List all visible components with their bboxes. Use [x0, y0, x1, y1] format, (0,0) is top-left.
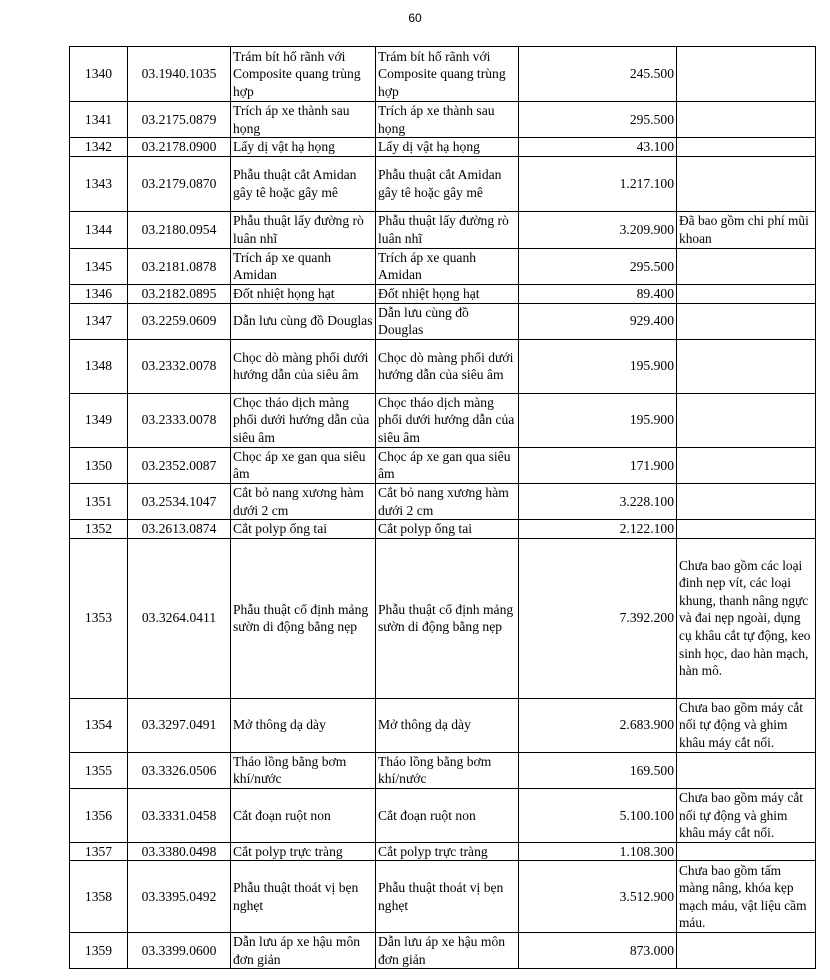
service-name-approved-cell: Đốt nhiệt họng hạt	[376, 284, 519, 303]
service-name-approved-cell: Chọc áp xe gan qua siêu âm	[376, 447, 519, 483]
service-name-approved-cell: Phẫu thuật cắt Amidan gây tê hoặc gây mê	[376, 156, 519, 211]
note-cell	[677, 447, 816, 483]
price-cell: 295.500	[519, 102, 677, 138]
table-body	[70, 47, 816, 969]
service-name-cell: Chọc tháo dịch màng phổi dưới hướng dẫn của siêu âm	[231, 393, 376, 447]
row-number-cell: 1343	[70, 156, 128, 211]
service-name-cell: Trích áp xe quanh Amidan	[231, 248, 376, 284]
service-name-approved-cell: Chọc dò màng phổi dưới hướng dẫn của siêu âm	[376, 339, 519, 393]
table-row	[70, 393, 816, 447]
row-number-cell: 1350	[70, 447, 128, 483]
service-name-approved-cell: Dẫn lưu cùng đồ Douglas	[376, 303, 519, 339]
row-number-cell: 1348	[70, 339, 128, 393]
table-row	[70, 538, 816, 698]
table-row	[70, 483, 816, 519]
service-name-cell: Cắt polyp trực tràng	[231, 842, 376, 861]
service-code-cell: 03.2259.0609	[128, 303, 231, 339]
price-cell: 3.209.900	[519, 211, 677, 248]
service-name-cell: Mở thông dạ dày	[231, 698, 376, 752]
service-name-approved-cell: Phẫu thuật thoát vị bẹn nghẹt	[376, 861, 519, 933]
note-cell	[677, 248, 816, 284]
service-name-approved-cell: Cắt polyp ống tai	[376, 520, 519, 539]
table-row	[70, 339, 816, 393]
price-cell: 171.900	[519, 447, 677, 483]
service-name-approved-cell: Cắt polyp trực tràng	[376, 842, 519, 861]
table-row	[70, 842, 816, 861]
service-code-cell: 03.3326.0506	[128, 752, 231, 788]
table-row	[70, 156, 816, 211]
service-name-cell: Tháo lồng bằng bơm khí/nước	[231, 752, 376, 788]
price-cell: 169.500	[519, 752, 677, 788]
service-name-approved-cell: Chọc tháo dịch màng phổi dưới hướng dẫn của siêu âm	[376, 393, 519, 447]
service-name-approved-cell: Trích áp xe quanh Amidan	[376, 248, 519, 284]
service-name-cell: Phẫu thuật cố định mảng sườn di động bằng nẹp	[231, 538, 376, 698]
table-row	[70, 520, 816, 539]
service-name-cell: Phẫu thuật thoát vị bẹn nghẹt	[231, 861, 376, 933]
service-name-cell: Chọc áp xe gan qua siêu âm	[231, 447, 376, 483]
table-row	[70, 248, 816, 284]
service-name-cell: Cắt polyp ống tai	[231, 520, 376, 539]
price-cell: 5.100.100	[519, 788, 677, 842]
row-number-cell: 1354	[70, 698, 128, 752]
service-name-approved-cell: Trích áp xe thành sau họng	[376, 102, 519, 138]
note-cell	[677, 520, 816, 539]
table-row	[70, 102, 816, 138]
note-cell: Đã bao gồm chi phí mũi khoan	[677, 211, 816, 248]
service-code-cell: 03.2352.0087	[128, 447, 231, 483]
note-cell	[677, 284, 816, 303]
service-name-approved-cell: Lấy dị vật hạ họng	[376, 138, 519, 157]
service-code-cell: 03.2175.0879	[128, 102, 231, 138]
service-name-approved-cell: Mở thông dạ dày	[376, 698, 519, 752]
table-row	[70, 788, 816, 842]
price-cell: 195.900	[519, 393, 677, 447]
service-name-cell: Đốt nhiệt họng hạt	[231, 284, 376, 303]
service-name-cell: Cắt đoạn ruột non	[231, 788, 376, 842]
row-number-cell: 1355	[70, 752, 128, 788]
service-code-cell: 03.3264.0411	[128, 538, 231, 698]
service-code-cell: 03.3380.0498	[128, 842, 231, 861]
service-name-cell: Phẫu thuật cắt Amidan gây tê hoặc gây mê	[231, 156, 376, 211]
table-row	[70, 284, 816, 303]
table-row	[70, 138, 816, 157]
service-code-cell: 03.2613.0874	[128, 520, 231, 539]
row-number-cell: 1341	[70, 102, 128, 138]
service-name-approved-cell: Tháo lồng bằng bơm khí/nước	[376, 752, 519, 788]
row-number-cell: 1357	[70, 842, 128, 861]
note-cell	[677, 156, 816, 211]
price-cell: 3.512.900	[519, 861, 677, 933]
price-cell: 1.217.100	[519, 156, 677, 211]
price-cell: 3.228.100	[519, 483, 677, 519]
row-number-cell: 1345	[70, 248, 128, 284]
service-code-cell: 03.3399.0600	[128, 933, 231, 969]
table-row	[70, 861, 816, 933]
row-number-cell: 1342	[70, 138, 128, 157]
service-code-cell: 03.3297.0491	[128, 698, 231, 752]
row-number-cell: 1353	[70, 538, 128, 698]
service-name-cell: Cắt bỏ nang xương hàm dưới 2 cm	[231, 483, 376, 519]
service-code-cell: 03.2534.1047	[128, 483, 231, 519]
price-cell: 245.500	[519, 47, 677, 102]
note-cell	[677, 842, 816, 861]
service-name-cell: Dẫn lưu áp xe hậu môn đơn giản	[231, 933, 376, 969]
note-cell: Chưa bao gồm các loại đinh nẹp vít, các loại khung, thanh nâng ngực và đai nẹp ngoài, dụng cụ khâu cắt tự động, keo sinh học, dao hàn mạch, hàn mô.	[677, 538, 816, 698]
note-cell	[677, 933, 816, 969]
price-cell: 295.500	[519, 248, 677, 284]
service-name-approved-cell: Dẫn lưu áp xe hậu môn đơn giản	[376, 933, 519, 969]
note-cell	[677, 47, 816, 102]
price-cell: 1.108.300	[519, 842, 677, 861]
row-number-cell: 1351	[70, 483, 128, 519]
row-number-cell: 1359	[70, 933, 128, 969]
service-code-cell: 03.2180.0954	[128, 211, 231, 248]
note-cell	[677, 339, 816, 393]
table-row	[70, 698, 816, 752]
note-cell: Chưa bao gồm tấm màng nâng, khóa kẹp mạch máu, vật liệu cầm máu.	[677, 861, 816, 933]
row-number-cell: 1352	[70, 520, 128, 539]
price-cell: 2.122.100	[519, 520, 677, 539]
service-code-cell: 03.2181.0878	[128, 248, 231, 284]
service-code-cell: 03.2333.0078	[128, 393, 231, 447]
service-code-cell: 03.2182.0895	[128, 284, 231, 303]
service-code-cell: 03.2178.0900	[128, 138, 231, 157]
row-number-cell: 1349	[70, 393, 128, 447]
price-cell: 929.400	[519, 303, 677, 339]
price-cell: 195.900	[519, 339, 677, 393]
note-cell	[677, 483, 816, 519]
service-code-cell: 03.2332.0078	[128, 339, 231, 393]
note-cell	[677, 393, 816, 447]
service-code-cell: 03.2179.0870	[128, 156, 231, 211]
service-name-cell: Trích áp xe thành sau họng	[231, 102, 376, 138]
service-name-approved-cell: Trám bít hố rãnh với Composite quang trùng hợp	[376, 47, 519, 102]
table-row	[70, 303, 816, 339]
service-name-approved-cell: Phẫu thuật cố định mảng sườn di động bằng nẹp	[376, 538, 519, 698]
service-name-cell: Trám bít hố rãnh với Composite quang trùng hợp	[231, 47, 376, 102]
table-row	[70, 752, 816, 788]
service-code-cell: 03.1940.1035	[128, 47, 231, 102]
service-code-cell: 03.3395.0492	[128, 861, 231, 933]
page-number: 60	[408, 11, 422, 25]
service-name-approved-cell: Phẫu thuật lấy đường rò luân nhĩ	[376, 211, 519, 248]
service-name-approved-cell: Cắt bỏ nang xương hàm dưới 2 cm	[376, 483, 519, 519]
service-name-cell: Dẫn lưu cùng đồ Douglas	[231, 303, 376, 339]
note-cell	[677, 303, 816, 339]
row-number-cell: 1340	[70, 47, 128, 102]
table-row	[70, 933, 816, 969]
row-number-cell: 1356	[70, 788, 128, 842]
row-number-cell: 1346	[70, 284, 128, 303]
note-cell	[677, 138, 816, 157]
price-table	[69, 46, 816, 969]
note-cell: Chưa bao gồm máy cắt nối tự động và ghim khâu máy cắt nối.	[677, 698, 816, 752]
price-cell: 43.100	[519, 138, 677, 157]
table-row	[70, 447, 816, 483]
note-cell: Chưa bao gồm máy cắt nối tự động và ghim khâu máy cắt nối.	[677, 788, 816, 842]
note-cell	[677, 102, 816, 138]
service-code-cell: 03.3331.0458	[128, 788, 231, 842]
price-cell: 873.000	[519, 933, 677, 969]
note-cell	[677, 752, 816, 788]
table-row	[70, 47, 816, 102]
row-number-cell: 1347	[70, 303, 128, 339]
service-name-cell: Chọc dò màng phổi dưới hướng dẫn của siêu âm	[231, 339, 376, 393]
service-name-approved-cell: Cắt đoạn ruột non	[376, 788, 519, 842]
row-number-cell: 1344	[70, 211, 128, 248]
table-row	[70, 211, 816, 248]
price-cell: 89.400	[519, 284, 677, 303]
service-name-cell: Lấy dị vật hạ họng	[231, 138, 376, 157]
service-name-cell: Phẫu thuật lấy đường rò luân nhĩ	[231, 211, 376, 248]
row-number-cell: 1358	[70, 861, 128, 933]
price-cell: 7.392.200	[519, 538, 677, 698]
price-cell: 2.683.900	[519, 698, 677, 752]
